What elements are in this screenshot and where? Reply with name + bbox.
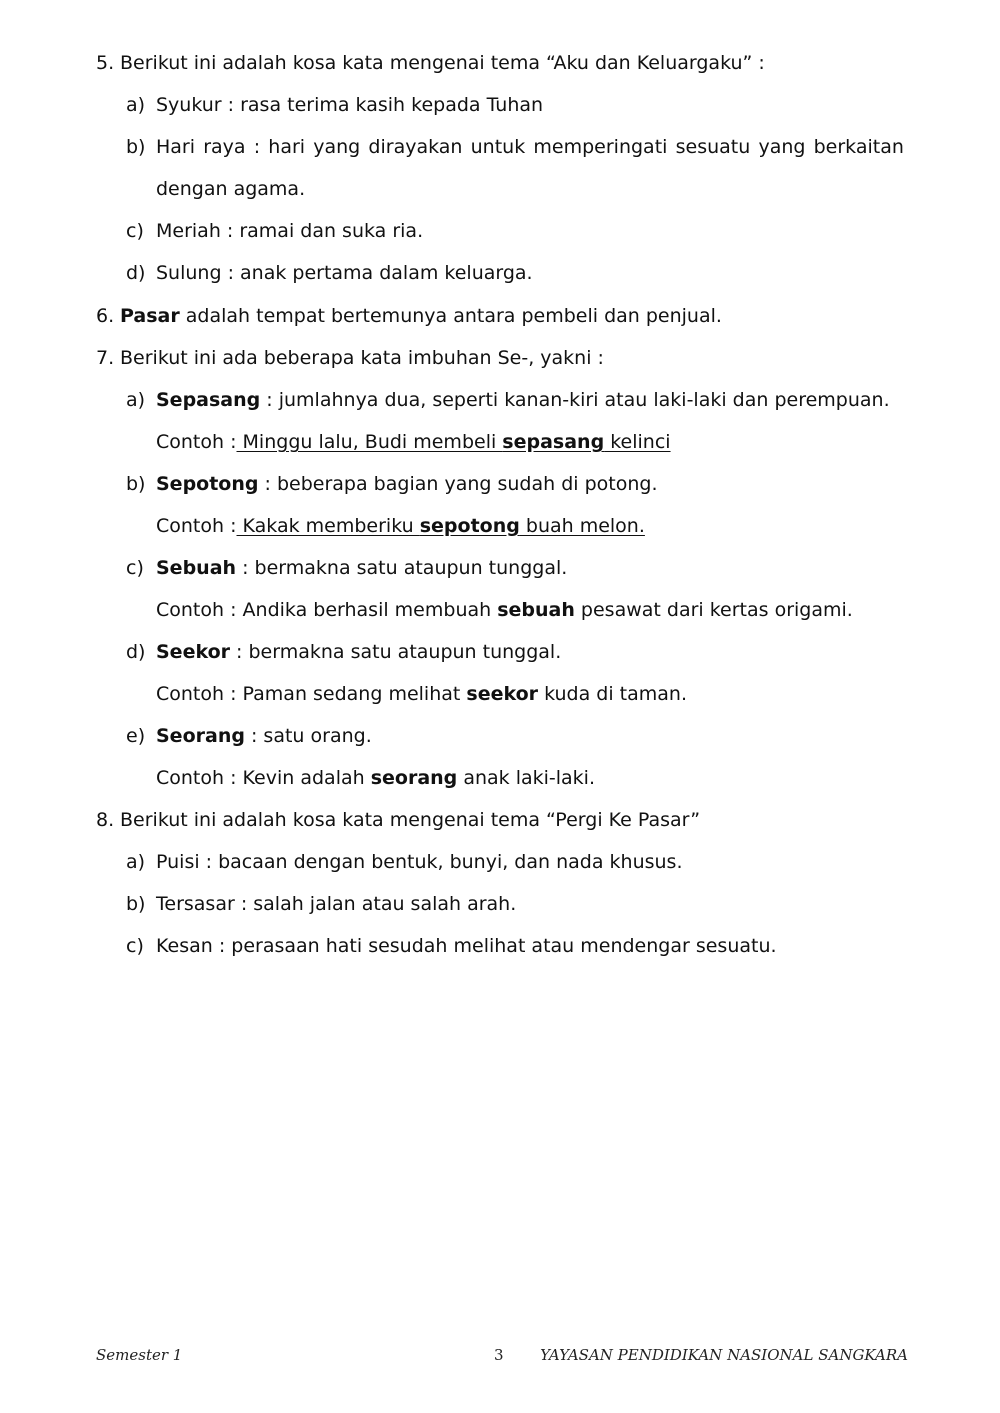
section-5-item-a: a) Syukur : rasa terima kasih kepada Tuhan (126, 94, 544, 116)
section-5-item-b-continuation: dengan agama. (156, 178, 306, 200)
section-7-example-d: Contoh : Paman sedang melihat seekor kuda di taman. (156, 683, 687, 705)
footer-semester: Semester 1 (96, 1346, 183, 1364)
section-8-item-b: b) Tersasar : salah jalan atau salah arah. (126, 893, 517, 915)
section-5-item-d: d) Sulung : anak pertama dalam keluarga. (126, 262, 533, 284)
section-6: 6. Pasar adalah tempat bertemunya antara pembeli dan penjual. (96, 305, 722, 327)
section-7-heading: 7. Berikut ini ada beberapa kata imbuhan Se-, yakni : (96, 347, 604, 369)
section-7-item-b: b) Sepotong : beberapa bagian yang sudah di potong. (126, 473, 658, 495)
section-8-item-a: a) Puisi : bacaan dengan bentuk, bunyi, dan nada khusus. (126, 851, 683, 873)
justified-word: Hari (156, 136, 196, 158)
section-8-item-c: c) Kesan : perasaan hati sesudah melihat atau mendengar sesuatu. (126, 935, 777, 957)
justified-word: hari (268, 136, 306, 158)
section-7-example-c: Contoh : Andika berhasil membuah sebuah pesawat dari kertas origami. (156, 599, 853, 621)
justified-word: : (253, 136, 261, 158)
justified-word: memperingati (533, 136, 668, 158)
justified-word: yang (313, 136, 361, 158)
justified-word: sesuatu (675, 136, 751, 158)
justified-word: berkaitan (813, 136, 904, 158)
section-7-example-a: Contoh : Minggu lalu, Budi membeli sepasang kelinci (156, 431, 671, 453)
section-5-item-c: c) Meriah : ramai dan suka ria. (126, 220, 424, 242)
justified-word: dirayakan (368, 136, 463, 158)
justified-word: yang (758, 136, 806, 158)
footer-page-number: 3 (494, 1346, 504, 1364)
section-7-item-e: e) Seorang : satu orang. (126, 725, 372, 747)
justified-definition-line (156, 135, 904, 159)
section-7-example-b: Contoh : Kakak memberiku sepotong buah melon. (156, 515, 645, 537)
section-5-heading: 5. Berikut ini adalah kosa kata mengenai tema “Aku dan Keluargaku” : (96, 52, 765, 74)
section-7-item-c: c) Sebuah : bermakna satu ataupun tunggal. (126, 557, 568, 579)
section-7-item-a: a) Sepasang : jumlahnya dua, seperti kanan-kiri atau laki-laki dan perempuan. (126, 389, 890, 411)
section-5-item-b: b) Hari raya : hari yang dirayakan untuk memperingati sesuatu yang berkaitan (126, 136, 904, 158)
footer-institution: YAYASAN PENDIDIKAN NASIONAL SANGKARA (540, 1346, 908, 1364)
justified-word: raya (203, 136, 246, 158)
section-8-heading: 8. Berikut ini adalah kosa kata mengenai tema “Pergi Ke Pasar” (96, 809, 701, 831)
section-7-item-d: d) Seekor : bermakna satu ataupun tunggal. (126, 641, 562, 663)
justified-word: untuk (470, 136, 526, 158)
section-7-example-e: Contoh : Kevin adalah seorang anak laki-laki. (156, 767, 595, 789)
